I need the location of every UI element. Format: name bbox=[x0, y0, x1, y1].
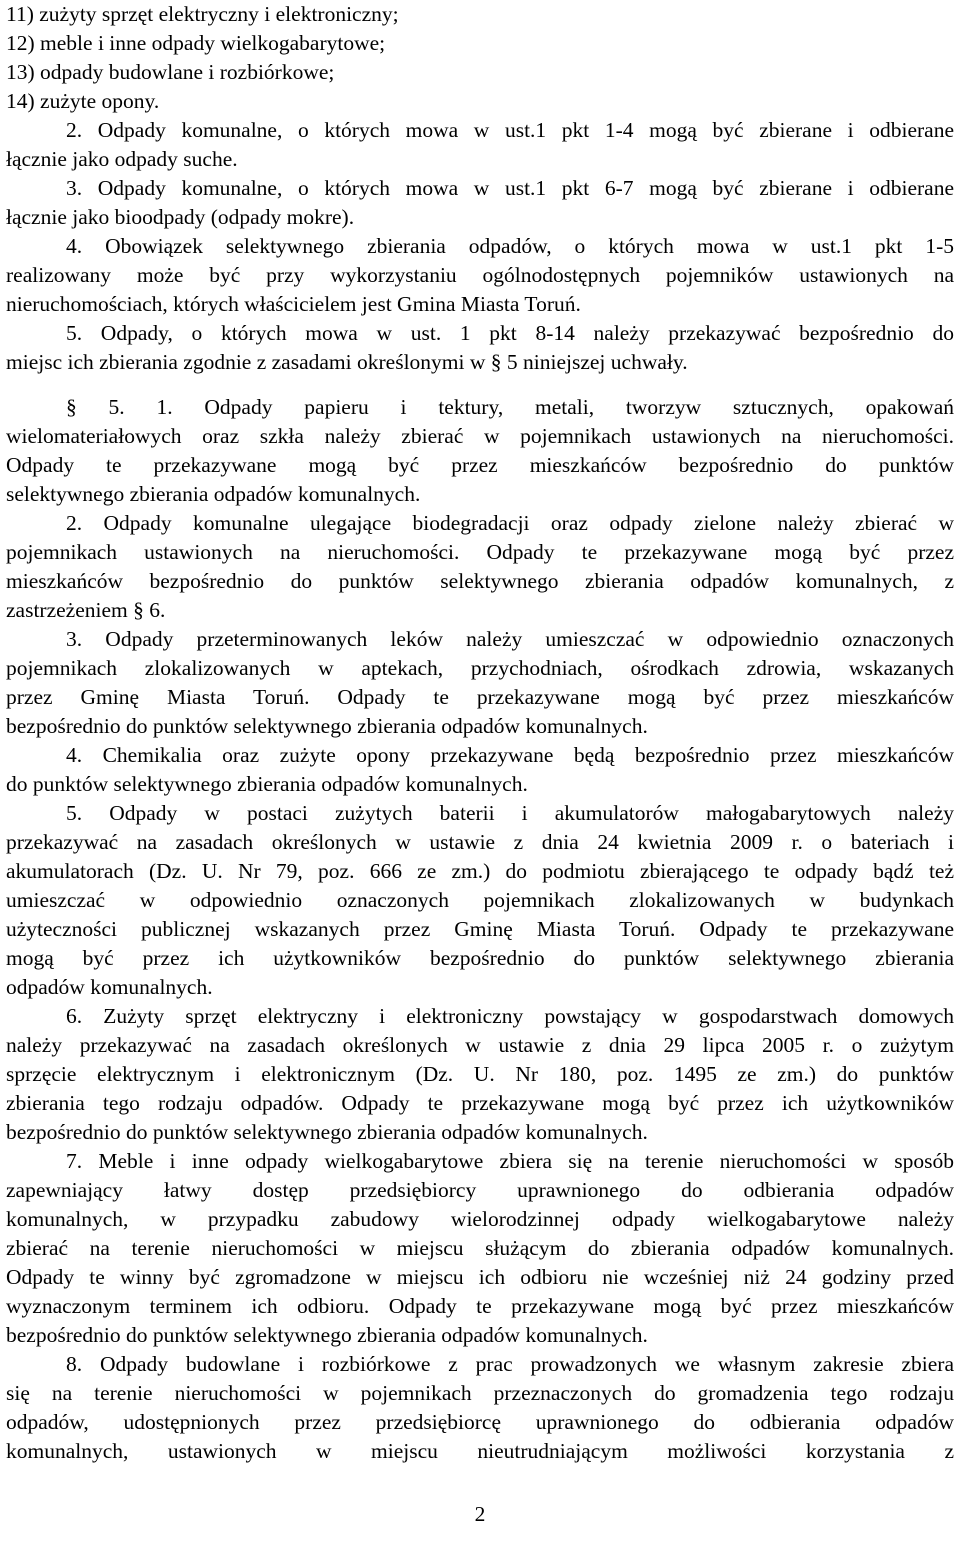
text-line: się na terenie nieruchomości w pojemnikach przeznaczonych do gromadzenia tego rodzaju bbox=[6, 1381, 954, 1405]
text-line: 5. Odpady w postaci zużytych baterii i akumulatorów małogabarytowych należy bbox=[66, 801, 954, 825]
text-line: wyznaczonym terminem ich odbioru. Odpady te przekazywane mogą być przez mieszkańców bbox=[6, 1294, 954, 1318]
text-line: 8. Odpady budowlane i rozbiórkowe z prac prowadzonych we własnym zakresie zbiera bbox=[66, 1352, 954, 1376]
text-line: Odpady te przekazywane mogą być przez mieszkańców bezpośrednio do punktów bbox=[6, 453, 954, 477]
text-line: 5. Odpady, o których mowa w ust. 1 pkt 8-14 należy przekazywać bezpośrednio do bbox=[66, 321, 954, 345]
text-line: odpadów, udostępnionych przez przedsiębiorcę uprawnionego do odbierania odpadów bbox=[6, 1410, 954, 1434]
text-line: komunalnych, w przypadku zabudowy wielorodzinnej odpady wielkogabarytowe należy bbox=[6, 1207, 954, 1231]
text-line: 2. Odpady komunalne ulegające biodegradacji oraz odpady zielone należy zbierać w bbox=[66, 511, 954, 535]
text-line: miejsc ich zbierania zgodnie z zasadami określonymi w § 5 niniejszej uchwały. bbox=[6, 350, 688, 374]
text-line: 4. Chemikalia oraz zużyte opony przekazywane będą bezpośrednio przez mieszkańców bbox=[66, 743, 954, 767]
text-line: 6. Zużyty sprzęt elektryczny i elektroniczny powstający w gospodarstwach domowych bbox=[66, 1004, 954, 1028]
text-line: mieszkańców bezpośrednio do punktów selektywnego zbierania odpadów komunalnych, z bbox=[6, 569, 954, 593]
text-line: zapewniający łatwy dostęp przedsiębiorcy uprawnionego do odbierania odpadów bbox=[6, 1178, 954, 1202]
text-line: 7. Meble i inne odpady wielkogabarytowe zbiera się na terenie nieruchomości w sposób bbox=[66, 1149, 954, 1173]
text-line: Odpady te winny być zgromadzone w miejscu ich odbioru nie wcześniej niż 24 godziny przed bbox=[6, 1265, 954, 1289]
text-line: mogą być przez ich użytkowników bezpośrednio do punktów selektywnego zbierania bbox=[6, 946, 954, 970]
text-line: 14) zużyte opony. bbox=[6, 89, 160, 113]
text-line: przez Gminę Miasta Toruń. Odpady te przekazywane mogą być przez mieszkańców bbox=[6, 685, 954, 709]
text-line: 3. Odpady przeterminowanych leków należy umieszczać w odpowiednio oznaczonych bbox=[66, 627, 954, 651]
text-line: pojemnikach ustawionych na nieruchomości. Odpady te przekazywane mogą być przez bbox=[6, 540, 954, 564]
text-line: 12) meble i inne odpady wielkogabarytowe; bbox=[6, 31, 386, 55]
text-line: należy przekazywać na zasadach określonych w ustawie z dnia 29 lipca 2005 r. o zużytym bbox=[6, 1033, 954, 1057]
text-line: komunalnych, ustawionych w miejscu nieutrudniającym możliwości korzystania z bbox=[6, 1439, 954, 1463]
text-line: nieruchomościach, których właścicielem jest Gmina Miasta Toruń. bbox=[6, 292, 581, 316]
text-line: 11) zużyty sprzęt elektryczny i elektroniczny; bbox=[6, 2, 399, 26]
text-line: 3. Odpady komunalne, o których mowa w ust.1 pkt 6-7 mogą być zbierane i odbierane bbox=[66, 176, 954, 200]
text-line: 13) odpady budowlane i rozbiórkowe; bbox=[6, 60, 335, 84]
text-line: łącznie jako bioodpady (odpady mokre). bbox=[6, 205, 355, 229]
text-line: umieszczać w odpowiednio oznaczonych pojemnikach zlokalizowanych w budynkach bbox=[6, 888, 954, 912]
text-line: sprzęcie elektrycznym i elektronicznym (Dz. U. Nr 180, poz. 1495 ze zm.) do punktów bbox=[6, 1062, 954, 1086]
text-line: bezpośrednio do punktów selektywnego zbierania odpadów komunalnych. bbox=[6, 1120, 648, 1144]
text-line: wielomateriałowych oraz szkła należy zbierać w pojemnikach ustawionych na nieruchomości. bbox=[6, 424, 954, 448]
text-line: 2. Odpady komunalne, o których mowa w ust.1 pkt 1-4 mogą być zbierane i odbierane bbox=[66, 118, 954, 142]
page-number: 2 bbox=[474, 1502, 486, 1526]
text-line: bezpośrednio do punktów selektywnego zbierania odpadów komunalnych. bbox=[6, 714, 648, 738]
text-line: zbierać na terenie nieruchomości w miejscu służącym do zbierania odpadów komunalnych. bbox=[6, 1236, 954, 1260]
text-line: selektywnego zbierania odpadów komunalnych. bbox=[6, 482, 421, 506]
text-line: bezpośrednio do punktów selektywnego zbierania odpadów komunalnych. bbox=[6, 1323, 648, 1347]
text-line: przekazywać na zasadach określonych w ustawie z dnia 24 kwietnia 2009 r. o bateriach i bbox=[6, 830, 954, 854]
text-line: akumulatorach (Dz. U. Nr 79, poz. 666 ze zm.) do podmiotu zbierającego te odpady bądź też bbox=[6, 859, 954, 883]
text-line: realizowany może być przy wykorzystaniu ogólnodostępnych pojemników ustawionych na bbox=[6, 263, 954, 287]
text-line: zastrzeżeniem § 6. bbox=[6, 598, 166, 622]
text-line: § 5. 1. Odpady papieru i tektury, metali, tworzyw sztucznych, opakowań bbox=[66, 395, 954, 419]
text-line: pojemnikach zlokalizowanych w aptekach, przychodniach, ośrodkach zdrowia, wskazanych bbox=[6, 656, 954, 680]
text-line: zbierania tego rodzaju odpadów. Odpady te przekazywane mogą być przez ich użytkowników bbox=[6, 1091, 954, 1115]
text-line: użyteczności publicznej wskazanych przez Gminę Miasta Toruń. Odpady te przekazywane bbox=[6, 917, 954, 941]
text-line: odpadów komunalnych. bbox=[6, 975, 213, 999]
text-line: 4. Obowiązek selektywnego zbierania odpadów, o których mowa w ust.1 pkt 1-5 bbox=[66, 234, 954, 258]
text-line: łącznie jako odpady suche. bbox=[6, 147, 238, 171]
text-line: do punktów selektywnego zbierania odpadów komunalnych. bbox=[6, 772, 528, 796]
